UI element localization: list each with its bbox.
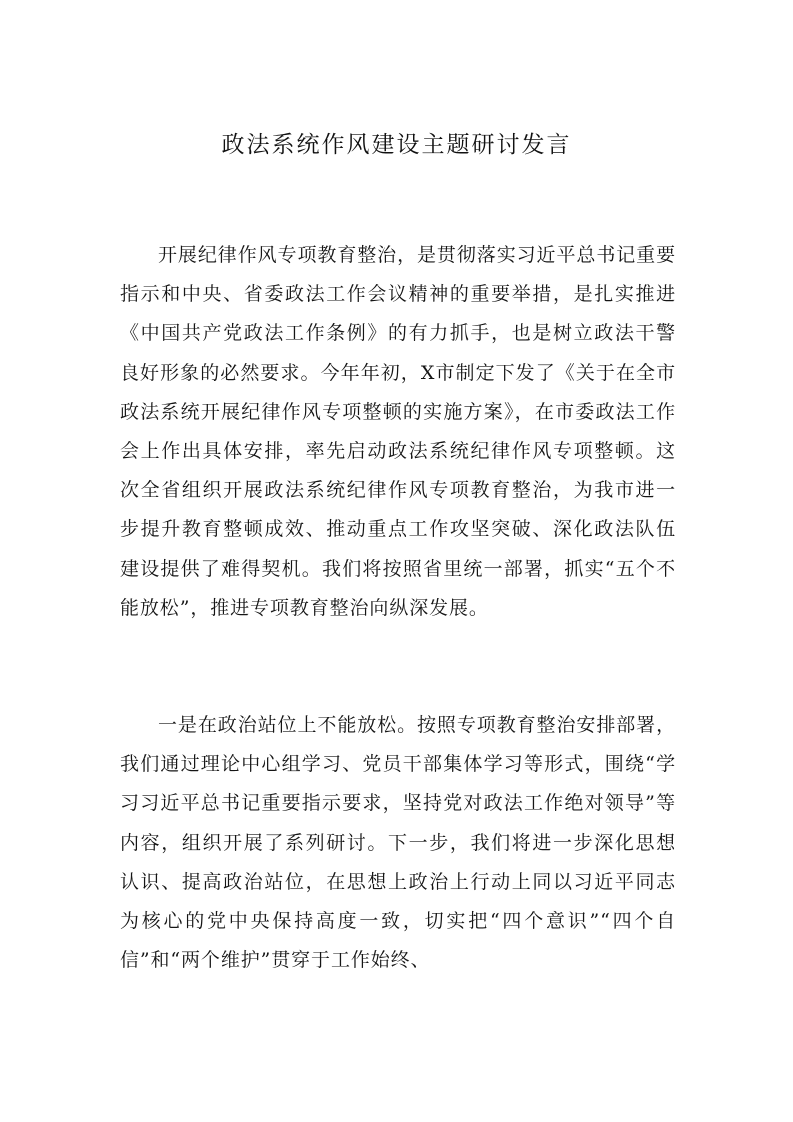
paragraph-political-stance: 一是在政治站位上不能放松。按照专项教育整治安排部署，我们通过理论中心组学习、党员干部集体学习等形式，围绕“学习习近平总书记重要指示要求，坚持党对政法工作绝对领导”等内容，组织开展了系列研讨。下一步，我们将进一步深化思想认识、提高政治站位，在思想上政治上行动上同以习近平同志为核心的党中央保持高度一致，切实把“四个意识”“四个自信”和“两个维护”贯穿于工作始终、 (120, 714, 676, 972)
paragraph-intro: 开展纪律作风专项教育整治，是贯彻落实习近平总书记重要指示和中央、省委政法工作会议精神的重要举措，是扎实推进《中国共产党政法工作条例》的有力抓手，也是树立政法干警良好形象的必然要求。今年年初，X市制定下发了《关于在全市政法系统开展纪律作风专项整顿的实施方案》，在市委政法工作会上作出具体安排，率先启动政法系统纪律作风专项整顿。这次全省组织开展政法系统纪律作风专项教育整治，为我市进一步提升教育整顿成效、推动重点工作攻坚突破、深化政法队伍建设提供了难得契机。我们将按照省里统一部署，抓实“五个不能放松”，推进专项教育整治向纵深发展。 (120, 244, 676, 619)
document-title: 政法系统作风建设主题研讨发言 (221, 132, 572, 158)
